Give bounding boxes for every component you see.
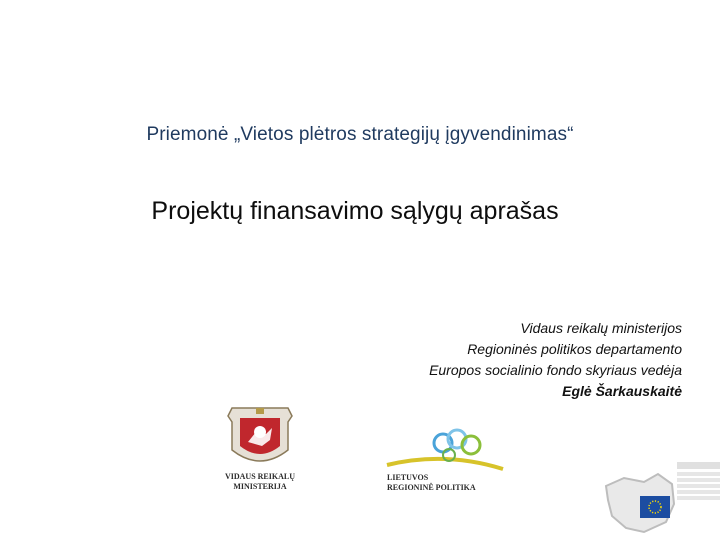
author-ministry: Vidaus reikalų ministerijos [520,320,682,336]
measure-subtitle: Priemonė „Vietos plėtros strategijų įgyvendinimas“ [146,124,574,145]
ministry-caption [202,472,318,492]
author-position: Europos socialinio fondo skyriaus vedėja [429,362,682,378]
ministry-emblem-icon [212,402,308,474]
author-block [429,318,682,402]
eu-funds-logo [600,460,720,540]
page-title: Projektų finansavimo sąlygų aprašas [151,197,559,225]
author-name: Eglė Šarkauskaitė [562,383,682,399]
eu-funds-text [677,462,720,500]
author-department: Regioninės politikos departamento [467,341,682,357]
lithuania-map-icon [600,460,680,540]
ministry-caption-line1: VIDAUS REIKALŲ [224,472,295,481]
regional-policy-caption-line2: REGIONINĖ POLITIKA [387,483,476,492]
ministry-logo [212,402,308,498]
eu-flag-icon [640,496,670,518]
regional-policy-caption-line1: LIETUVOS [387,473,429,482]
regional-policy-emblem-icon [385,425,525,473]
regional-policy-logo [385,425,525,497]
regional-policy-caption [387,473,517,493]
ministry-caption-line2: MINISTERIJA [233,482,287,491]
